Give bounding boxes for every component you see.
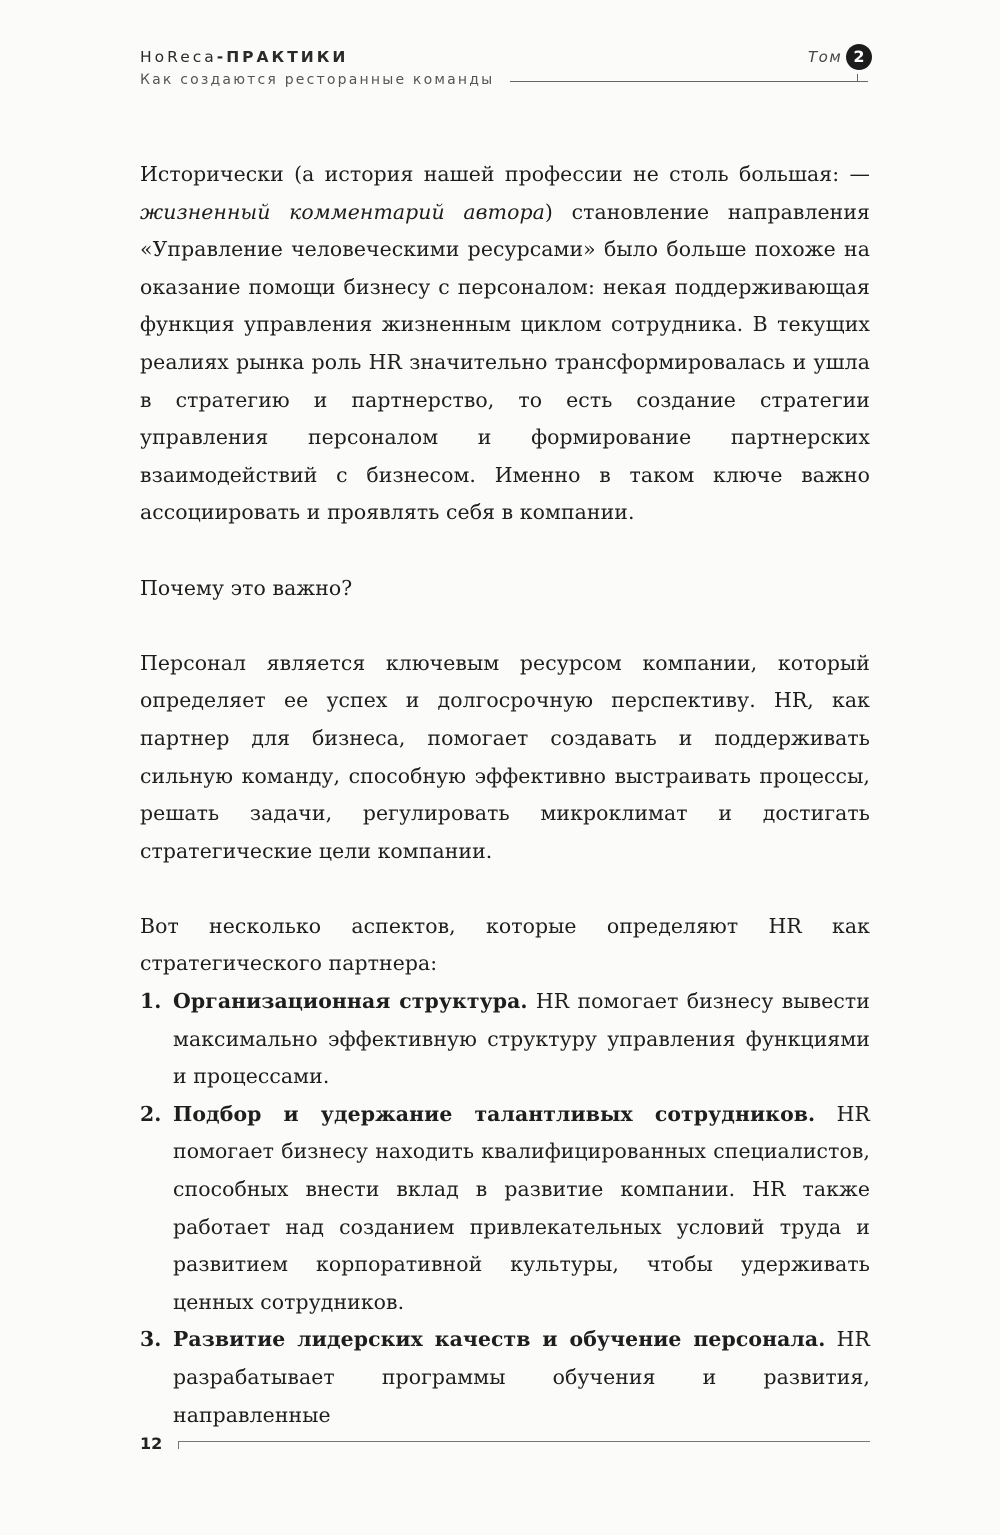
list-item-term: Развитие лидерских качеств и обучение персонала.	[173, 1327, 826, 1352]
author-comment: жизненный комментарий автора	[140, 199, 545, 224]
aspects-list	[140, 983, 870, 1434]
list-item-term: Организационная структура.	[173, 989, 528, 1014]
list-item-text: HR разрабатывает программы обучения и развития, направленные	[173, 1327, 870, 1427]
list-item	[140, 983, 870, 1096]
paragraph-question: Почему это важно?	[140, 575, 353, 600]
brand-reca: Reca	[167, 48, 217, 66]
running-footer	[140, 1430, 870, 1460]
list-item-text: HR помогает бизнесу вывести максимально эффективную структуру управления функциями и процессами.	[173, 989, 870, 1089]
series-title	[140, 48, 348, 66]
running-header	[140, 44, 876, 94]
brand-practices: -ПРАКТИКИ	[216, 48, 349, 66]
list-item-number: 1.	[140, 989, 162, 1014]
list-item	[140, 1321, 870, 1434]
book-subtitle: Как создаются ресторанные команды	[140, 72, 495, 88]
paragraph-history-start: Исторически (а история нашей профессии не столь большая: —	[140, 162, 870, 186]
list-item-number: 2.	[140, 1101, 162, 1126]
list-item-text: HR помогает бизнесу находить квалифицированных специалистов, способных внести вклад в развитие компании. HR также работает над созданием привлекательных условий труда и развитием корпоративной культуры, чтобы удерживать ценных сотрудников.	[173, 1101, 871, 1314]
footer-rule	[178, 1441, 870, 1442]
volume-label: Том	[808, 48, 843, 66]
paragraph-history	[140, 156, 870, 532]
footer-rule-tick	[178, 1441, 179, 1449]
volume-number-badge: 2	[846, 44, 872, 70]
header-rule-tick	[857, 74, 858, 82]
brand-ho: Ho	[140, 48, 168, 66]
paragraph-list-intro: Вот несколько аспектов, которые определяют HR как стратегического партнера:	[140, 913, 870, 976]
page-body	[140, 156, 870, 1434]
header-rule	[510, 81, 868, 82]
page-number: 12	[140, 1434, 163, 1453]
paragraph-personnel: Персонал является ключевым ресурсом компании, который определяет ее успех и долгосрочную перспективу. HR, как партнер для бизнеса, помогает создавать и поддерживать сильную команду, способную эффективно выстраивать процессы, решать задачи, регулировать микроклимат и достигать стратегические цели компании.	[140, 650, 870, 863]
paragraph-history-end: ) становление направления «Управление человеческими ресурсами» было больше похоже на оказание помощи бизнесу с персоналом: некая поддерживающая функция управления жизненным циклом сотрудника. В текущих реалиях рынка роль HR значительно трансформировалась и ушла в стратегию и партнерство, то есть создание стратегии управления персоналом и формирование партнерских взаимодействий с бизнесом. Именно в таком ключе важно ассоциировать и проявлять себя в компании.	[140, 199, 871, 525]
list-item-term: Подбор и удержание талантливых сотрудников.	[173, 1101, 816, 1126]
list-item	[140, 1096, 870, 1322]
list-item-number: 3.	[140, 1327, 162, 1352]
